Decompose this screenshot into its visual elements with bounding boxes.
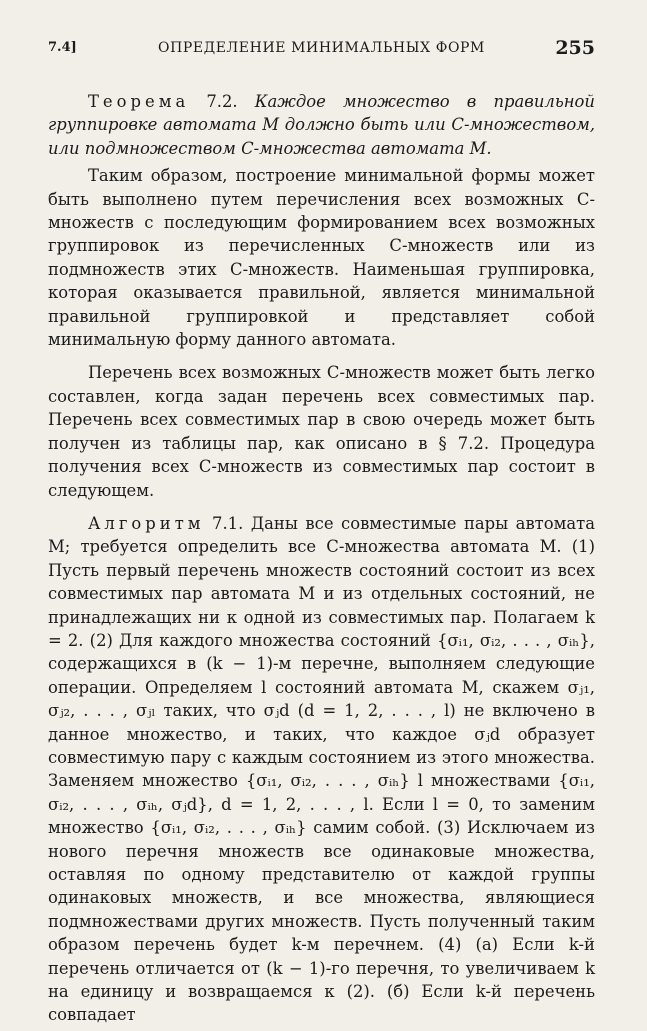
paragraph-2: Перечень всех возможных C-множеств может быть легко составлен, когда задан перечень всех совместимых пар. Перечень всех совместимых пар в свою очередь может быть получен из таблицы пар, как описано в § 7.2. Процедура получения всех C-множеств из совместимых пар состоит в следующем. xyxy=(48,363,595,500)
page-number: 255 xyxy=(555,37,595,59)
theorem-statement: Каждое множество в правильной группировке автомата M должно быть или C-множеством, или подмножеством C-множества автомата M. xyxy=(48,92,595,158)
theorem-paragraph xyxy=(48,90,595,160)
chapter-title: ОПРЕДЕЛЕНИЕ МИНИМАЛЬНЫХ ФОРМ xyxy=(158,40,485,56)
theorem-number: 7.2. xyxy=(206,92,238,111)
body-text xyxy=(48,90,595,1031)
running-head xyxy=(48,37,595,64)
algorithm-paragraph xyxy=(48,512,595,1027)
algorithm-label: Алгоритм xyxy=(88,513,205,533)
section-number: 7.4] xyxy=(48,40,77,55)
paragraph-1: Таким образом, построение минимальной формы может быть выполнено путем перечисления всех возможных C-множеств с последующим формированием всех возможных группировок из перечисленных C-множеств или из подмножеств этих C-множеств. Наименьшая группировка, которая оказывается правильной, является минимальной правильной группировкой и представляет собой минимальную форму данного автомата. xyxy=(48,166,595,350)
algorithm-number: 7.1. xyxy=(212,513,244,533)
algorithm-text: Даны все совместимые пары автомата M; требуется определить все C-множества автомата M. (1) Пусть первый перечень множеств состояний состоит из всех совместимых пар автомата M и из отдельных состояний, не принадлежащих ни к одной из совместимых пар. Полагаем k = 2. (2) Для каждого множества состояний {σᵢ₁, σᵢ₂, . . . , σᵢₕ}, содержащихся в (k − 1)-м перечне, выполняем следующие операции. Определяем l состояний автомата M, скажем σⱼ₁, σⱼ₂, . . . , σⱼₗ таких, что σⱼd (d = 1, 2, . . . , l) не включено в данное множество, и таких, что каждое σⱼd образует совместимую пару с каждым состоянием из этого множества. Заменяем множество {σᵢ₁, σᵢ₂, . . . , σᵢₕ} l множествами {σᵢ₁, σᵢ₂, . . . , σᵢₕ, σⱼd}, d = 1, 2, . . . , l. Если l = 0, то заменим множество {σᵢ₁, σᵢ₂, . . . , σᵢₕ} самим собой. (3) Исключаем из нового перечня множеств все одинаковые множества, оставляя по одному представителю от каждой группы одинаковых множеств, и все множества, являющиеся подмножествами других множеств. Пусть полученный таким образом перечень будет k-м перечнем. (4) (а) Если k-й перечень отличается от (k − 1)-го перечня, то увеличиваем k на единицу и возвращаемся к (2). (б) Если k-й перечень совпадает xyxy=(48,513,595,1025)
theorem-label: Теорема xyxy=(88,92,190,111)
